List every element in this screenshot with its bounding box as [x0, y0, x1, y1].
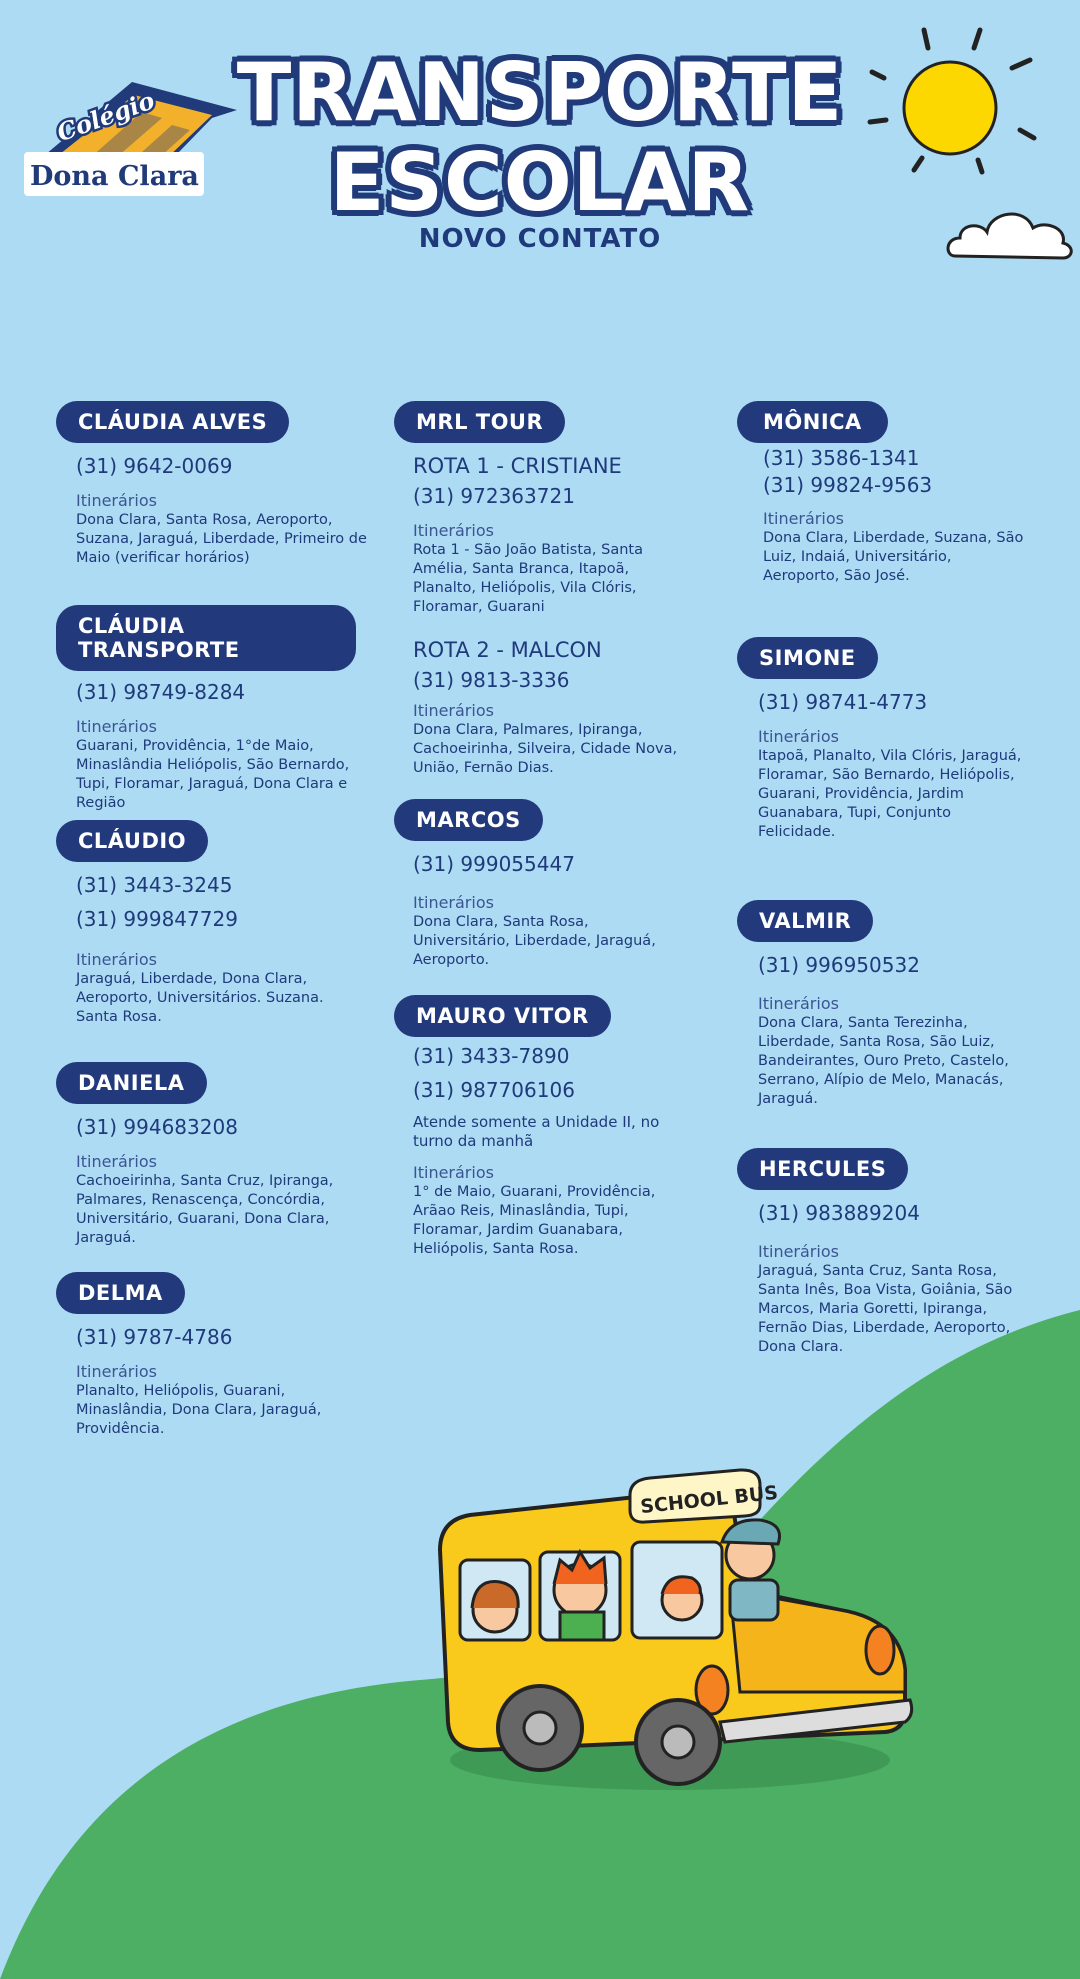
itinerary-text: Dona Clara, Liberdade, Suzana, São Luiz, Indaiá, Universitário, Aeroporto, São José. [763, 530, 1024, 584]
contact-name: CLÁUDIA TRANSPORTE [56, 605, 356, 671]
contact-card-delma [56, 1272, 356, 1439]
itinerary-text: Jaraguá, Santa Cruz, Santa Rosa, Santa Inês, Boa Vista, Goiânia, São Marcos, Maria Goretti, Ipiranga, Fernão Dias, Liberdade, Aeroporto, Dona Clara. [758, 1263, 1013, 1355]
contact-name: MRL TOUR [394, 401, 565, 443]
sun-icon [862, 20, 1042, 180]
contact-phone[interactable]: (31) 987706106 [413, 1078, 575, 1102]
contact-card-mrl-tour [394, 401, 684, 778]
contact-name: MAURO VITOR [394, 995, 611, 1037]
contact-card-claudia-transporte [56, 605, 356, 813]
contact-name: MÔNICA [737, 401, 888, 443]
page-subtitle: NOVO CONTATO [418, 224, 662, 254]
service-note: Atende somente a Unidade II, no turno da manhã [413, 1113, 660, 1150]
cloud-icon [945, 198, 1075, 263]
contact-name: HERCULES [737, 1148, 908, 1190]
contact-card-claudio [56, 820, 356, 1027]
route-title: ROTA 2 - MALCON [413, 638, 602, 662]
itinerary-text: Jaraguá, Liberdade, Dona Clara, Aeroporto, Universitários. Suzana. Santa Rosa. [76, 971, 324, 1025]
itinerary-text: Itapoã, Planalto, Vila Clóris, Jaraguá, Floramar, São Bernardo, Heliópolis, Guarani, Providência, Jardim Guanabara, Tupi, Conjunto Felicidade. [758, 748, 1022, 840]
contact-phone[interactable]: (31) 972363721 [413, 484, 575, 508]
contact-phone[interactable]: (31) 98741-4773 [758, 690, 928, 714]
itinerary-text: Dona Clara, Santa Terezinha, Liberdade, Santa Rosa, São Luiz, Bandeirantes, Ouro Preto, Castelo, Serrano, Alípio de Melo, Manacás, Jaraguá. [758, 1015, 1009, 1107]
itinerary-text: Dona Clara, Santa Rosa, Universitário, Liberdade, Jaraguá, Aeroporto. [413, 914, 656, 968]
contact-card-marcos [394, 799, 684, 970]
contact-name: MARCOS [394, 799, 543, 841]
itinerary-label: Itinerários [758, 727, 839, 746]
itinerary-label: Itinerários [413, 521, 494, 540]
itinerary-text: Rota 1 - São João Batista, Santa Amélia, Santa Branca, Itapoã, Planalto, Heliópolis, Vila Clóris, Floramar, Guarani [413, 542, 643, 615]
itinerary-text: 1° de Maio, Guarani, Providência, Arãao Reis, Minaslândia, Tupi, Floramar, Jardim Guanabara, Heliópolis, Santa Rosa. [413, 1184, 656, 1257]
itinerary-label: Itinerários [76, 1362, 157, 1381]
contact-phone[interactable]: (31) 994683208 [76, 1115, 238, 1139]
itinerary-label: Itinerários [763, 509, 844, 528]
contact-name: DANIELA [56, 1062, 207, 1104]
itinerary-text: Guarani, Providência, 1°de Maio, Minaslândia Heliópolis, São Bernardo, Tupi, Floramar, Jaraguá, Dona Clara e Região [76, 738, 350, 811]
itinerary-label: Itinerários [758, 994, 839, 1013]
contact-card-daniela [56, 1062, 356, 1248]
contact-name: SIMONE [737, 637, 878, 679]
itinerary-text: Dona Clara, Santa Rosa, Aeroporto, Suzana, Jaraguá, Liberdade, Primeiro de Maio (verificar horários) [76, 512, 367, 566]
contact-phone[interactable]: (31) 3586-1341 [763, 446, 920, 470]
contact-card-valmir [737, 900, 1027, 1109]
school-bus-illustration [400, 1460, 920, 1820]
itinerary-label: Itinerários [76, 717, 157, 736]
page-title-line2: ESCOLAR [329, 136, 751, 229]
contact-card-mauro-vitor [394, 995, 684, 1259]
contact-phone[interactable]: (31) 98749-8284 [76, 680, 246, 704]
contact-phone[interactable]: (31) 99824-9563 [763, 473, 933, 497]
contact-name: CLÁUDIA ALVES [56, 401, 289, 443]
route-title: ROTA 1 - CRISTIANE [413, 454, 622, 478]
contact-card-monica [737, 401, 1027, 586]
contact-name: VALMIR [737, 900, 873, 942]
contact-phone[interactable]: (31) 3443-3245 [76, 873, 233, 897]
contact-phone[interactable]: (31) 9787-4786 [76, 1325, 233, 1349]
contact-card-hercules [737, 1148, 1027, 1357]
contact-phone[interactable]: (31) 9642-0069 [76, 454, 233, 478]
contact-phone[interactable]: (31) 3433-7890 [413, 1044, 570, 1068]
bus-sign-text: SCHOOL BUS [639, 1481, 780, 1519]
logo-bottom-text: Dona Clara [30, 161, 199, 192]
itinerary-label: Itinerários [76, 950, 157, 969]
itinerary-label: Itinerários [76, 1152, 157, 1171]
itinerary-label: Itinerários [758, 1242, 839, 1261]
itinerary-label: Itinerários [413, 1163, 494, 1182]
itinerary-text: Dona Clara, Palmares, Ipiranga, Cachoeirinha, Silveira, Cidade Nova, União, Fernão Dias. [413, 722, 678, 776]
contact-card-claudia-alves [56, 401, 376, 568]
contact-name: CLÁUDIO [56, 820, 208, 862]
itinerary-label: Itinerários [413, 893, 494, 912]
contact-phone[interactable]: (31) 983889204 [758, 1201, 920, 1225]
page-title-line1: TRANSPORTE [236, 46, 844, 139]
itinerary-text: Cachoeirinha, Santa Cruz, Ipiranga, Palmares, Renascença, Concórdia, Universitário, Guarani, Dona Clara, Jaraguá. [76, 1173, 334, 1246]
contact-name: DELMA [56, 1272, 185, 1314]
contact-phone[interactable]: (31) 999055447 [413, 852, 575, 876]
itinerary-label: Itinerários [76, 491, 157, 510]
contact-phone[interactable]: (31) 9813-3336 [413, 668, 570, 692]
itinerary-label: Itinerários [413, 701, 494, 720]
contact-phone[interactable]: (31) 996950532 [758, 953, 920, 977]
itinerary-text: Planalto, Heliópolis, Guarani, Minaslândia, Dona Clara, Jaraguá, Providência. [76, 1383, 322, 1437]
contact-phone[interactable]: (31) 999847729 [76, 907, 238, 931]
contact-card-simone [737, 637, 1027, 842]
logo-top-text: Colégio [52, 85, 159, 148]
